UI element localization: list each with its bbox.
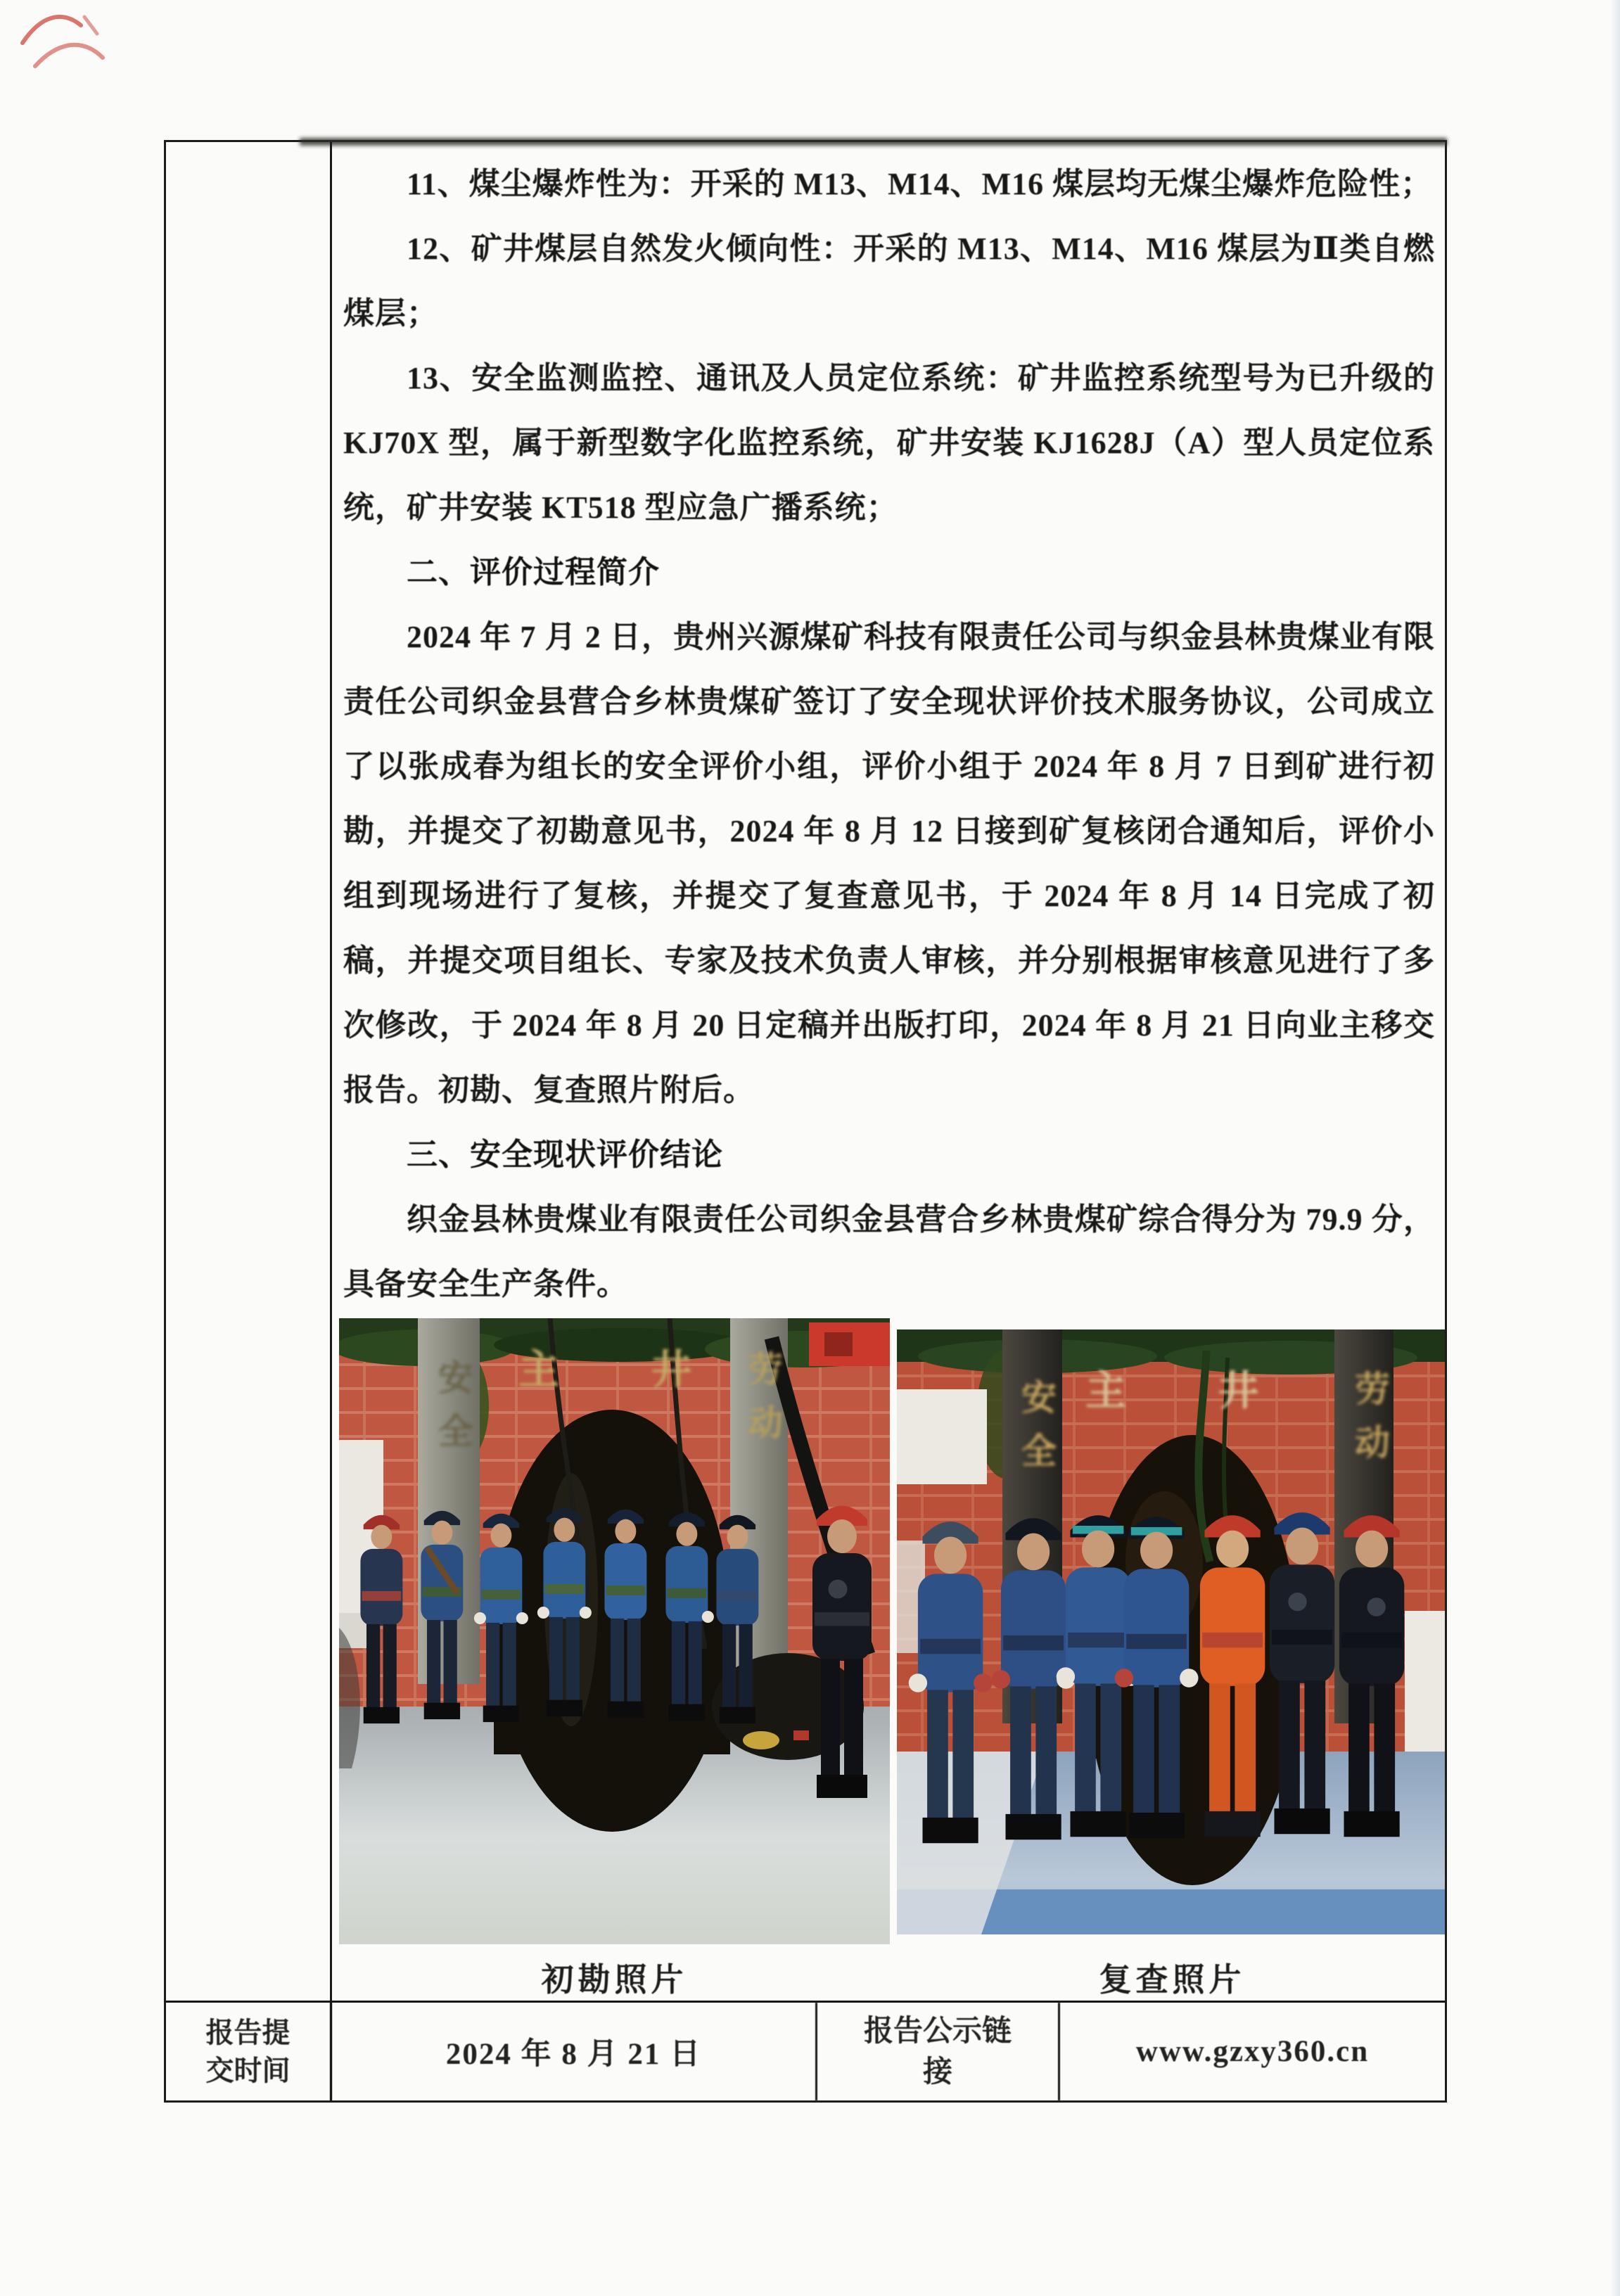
- report-table: [164, 140, 1447, 2103]
- photo-row: [339, 1318, 1445, 1944]
- footer-submit-date-cell: [330, 2003, 815, 2100]
- section-heading-process: 二、评价过程简介: [407, 555, 660, 589]
- footer-link-url-cell: [1058, 2003, 1445, 2100]
- right-pillar-banner-text: 劳动: [1350, 1370, 1389, 1477]
- caption-initial-survey: 初勘照片: [541, 1962, 688, 1998]
- submit-date: 2024 年 8 月 21 日: [445, 2038, 702, 2071]
- caption-recheck: 复查照片: [1099, 1962, 1246, 1998]
- footer-submit-label-cell: [166, 2003, 330, 2100]
- footer-row: [166, 2001, 1445, 2100]
- photo-recheck: [897, 1329, 1445, 1934]
- finding-11: 11、煤尘爆炸性为：开采的 M13、M14、M16 煤层均无煤尘爆炸危险性；: [407, 167, 1433, 201]
- public-link-url: www.gzxy360.cn: [1135, 2035, 1370, 2068]
- conclusion-paragraph: 织金县林贵煤业有限责任公司织金县营合乡林贵煤矿综合得分为 79.9 分，具备安全生产条件。: [343, 1202, 1435, 1301]
- mine-portal-name-text: 主 井: [518, 1347, 733, 1393]
- report-body-column: [332, 142, 1445, 2001]
- photo-captions: [339, 1954, 1445, 2001]
- right-pillar-banner-text: 劳动: [743, 1351, 782, 1458]
- left-pillar-banner-text: 安全: [1016, 1379, 1056, 1486]
- public-link-label: 报告公示链接: [863, 2015, 1012, 2088]
- photo-initial-survey-image: [339, 1318, 890, 1944]
- report-text: [332, 142, 1445, 1317]
- submit-time-label: 报告提交时间: [205, 2016, 291, 2086]
- footer-link-label-cell: [815, 2003, 1058, 2100]
- photo-initial-survey: [339, 1318, 890, 1944]
- section-heading-conclusion: 三、安全现状评价结论: [407, 1137, 723, 1172]
- process-paragraph: 2024 年 7 月 2 日，贵州兴源煤矿科技有限责任公司与织金县林贵煤业有限责任公司织金县营合乡林贵煤矿签订了安全现状评价技术服务协议，公司成立了以张成春为组长的安全评价小组，评价小组于 2024 年 8 月 7 日到矿进行初勘，并提交了初勘意见书，2024 年 8 月 12 日接到矿复核闭合通知后，评价小组到现场进行了复核，并提交了复查意见书，于 2024 年 8 月 14 日完成了初稿，并提交项目组长、专家及技术负责人审核，并分别根据审核意见进行了多次修改，于 2024 年 8 月 20 日定稿并出版打印，2024 年 8 月 21 日向业主移交报告。初勘、复查照片附后。: [343, 620, 1435, 1107]
- finding-12: 12、矿井煤层自然发火倾向性：开采的 M13、M14、M16 煤层为Ⅱ类自燃煤层；: [343, 231, 1435, 331]
- finding-13: 13、安全监测监控、通讯及人员定位系统：矿井监控系统型号为已升级的 KJ70X 型，属于新型数字化监控系统，矿井安装 KJ1628J（A）型人员定位系统，矿井安装 KT518 型应急广播系统；: [343, 361, 1435, 525]
- mine-portal-name-text: 主 井: [1085, 1368, 1300, 1414]
- left-pillar-banner-text: 安全: [433, 1359, 473, 1466]
- red-pen-marks: [14, 4, 120, 78]
